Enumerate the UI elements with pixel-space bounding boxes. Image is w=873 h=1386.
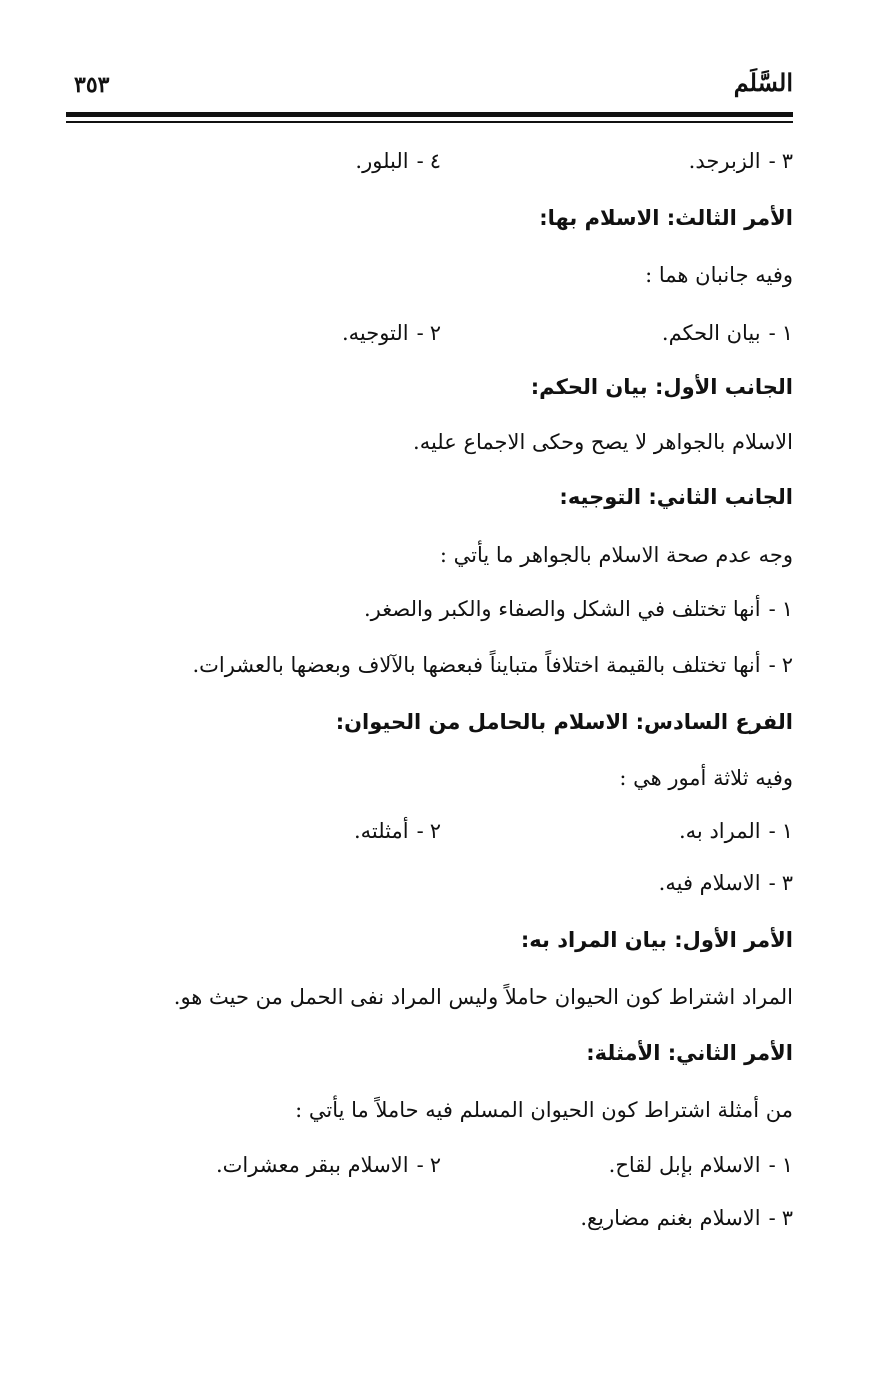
- section-heading: الفرع السادس: الاسلام بالحامل من الحيوان:: [335, 710, 793, 734]
- item-number: ٢: [429, 1153, 441, 1177]
- item-text: الاسلام بإبل لقاح.: [608, 1153, 761, 1177]
- item-number: ٢: [781, 653, 793, 677]
- item-dash: -: [416, 321, 424, 345]
- item-dash: -: [768, 819, 776, 843]
- list-item-1: [679, 816, 793, 846]
- item-number: ١: [781, 597, 793, 621]
- item-number: ٢: [429, 321, 441, 345]
- paragraph-line: المراد اشتراط كون الحيوان حاملاً وليس المراد نفى الحمل من حيث هو.: [173, 985, 793, 1009]
- item-text: الزبرجد.: [688, 149, 761, 173]
- item-dash: -: [768, 149, 776, 173]
- item-text: البلور.: [355, 149, 409, 173]
- header-rule-thin: [66, 121, 793, 123]
- item-text: الاسلام فيه.: [658, 871, 761, 895]
- item-number: ٣: [781, 871, 793, 895]
- page-header: [66, 68, 793, 104]
- item-text: بيان الحكم.: [661, 321, 761, 345]
- paragraph-line: وفيه ثلاثة أمور هي :: [619, 766, 793, 790]
- list-item-3: [659, 868, 793, 898]
- paragraph-line: الاسلام بالجواهر لا يصح وحكى الاجماع عليه.: [413, 430, 793, 454]
- item-dash: -: [768, 1153, 776, 1177]
- section-heading: الأمر الثاني: الأمثلة:: [586, 1041, 793, 1065]
- list-item-1: [609, 1150, 793, 1180]
- list-item-2: [216, 1150, 441, 1180]
- section-heading: الجانب الثاني: التوجيه:: [559, 485, 793, 509]
- item-number: ٤: [429, 149, 441, 173]
- item-text: الاسلام بغنم مضاريع.: [580, 1206, 761, 1230]
- item-number: ١: [781, 1153, 793, 1177]
- section-heading: الأمر الثالث: الاسلام بها:: [539, 206, 793, 230]
- item-dash: -: [416, 149, 424, 173]
- item-dash: -: [416, 819, 424, 843]
- item-number: ٣: [781, 1206, 793, 1230]
- header-rule-thick: [66, 112, 793, 117]
- paragraph-line: من أمثلة اشتراط كون الحيوان المسلم فيه حاملاً ما يأتي :: [295, 1098, 793, 1122]
- item-dash: -: [416, 1153, 424, 1177]
- list-item-1: [364, 594, 793, 624]
- list-item-1: [662, 318, 793, 348]
- item-text: أنها تختلف بالقيمة اختلافاً متبايناً فبعضها بالآلاف وبعضها بالعشرات.: [192, 653, 761, 677]
- list-item-2: [342, 318, 441, 348]
- item-text: أنها تختلف في الشكل والصفاء والكبر والصغر.: [364, 597, 761, 621]
- item-number: ٢: [429, 819, 441, 843]
- item-dash: -: [768, 597, 776, 621]
- item-number: ١: [781, 321, 793, 345]
- paragraph-line: وجه عدم صحة الاسلام بالجواهر ما يأتي :: [439, 543, 793, 567]
- item-number: ٣: [781, 149, 793, 173]
- section-heading: الجانب الأول: بيان الحكم:: [530, 375, 793, 399]
- item-text: أمثلته.: [353, 819, 409, 843]
- item-dash: -: [768, 871, 776, 895]
- list-item-2: [192, 650, 793, 680]
- list-item-3: [580, 1203, 793, 1233]
- list-item-2: [354, 816, 441, 846]
- section-heading: الأمر الأول: بيان المراد به:: [520, 928, 793, 952]
- item-text: التوجيه.: [341, 321, 409, 345]
- list-item-3: [689, 146, 793, 176]
- item-dash: -: [768, 321, 776, 345]
- item-text: الاسلام ببقر معشرات.: [215, 1153, 409, 1177]
- paragraph-line: وفيه جانبان هما :: [645, 263, 793, 287]
- item-dash: -: [768, 653, 776, 677]
- chapter-title: السَّلَم: [733, 68, 793, 97]
- item-text: المراد به.: [679, 819, 761, 843]
- item-number: ١: [781, 819, 793, 843]
- list-item-4: [355, 146, 441, 176]
- page-number: ٣٥٣: [74, 72, 110, 98]
- item-dash: -: [768, 1206, 776, 1230]
